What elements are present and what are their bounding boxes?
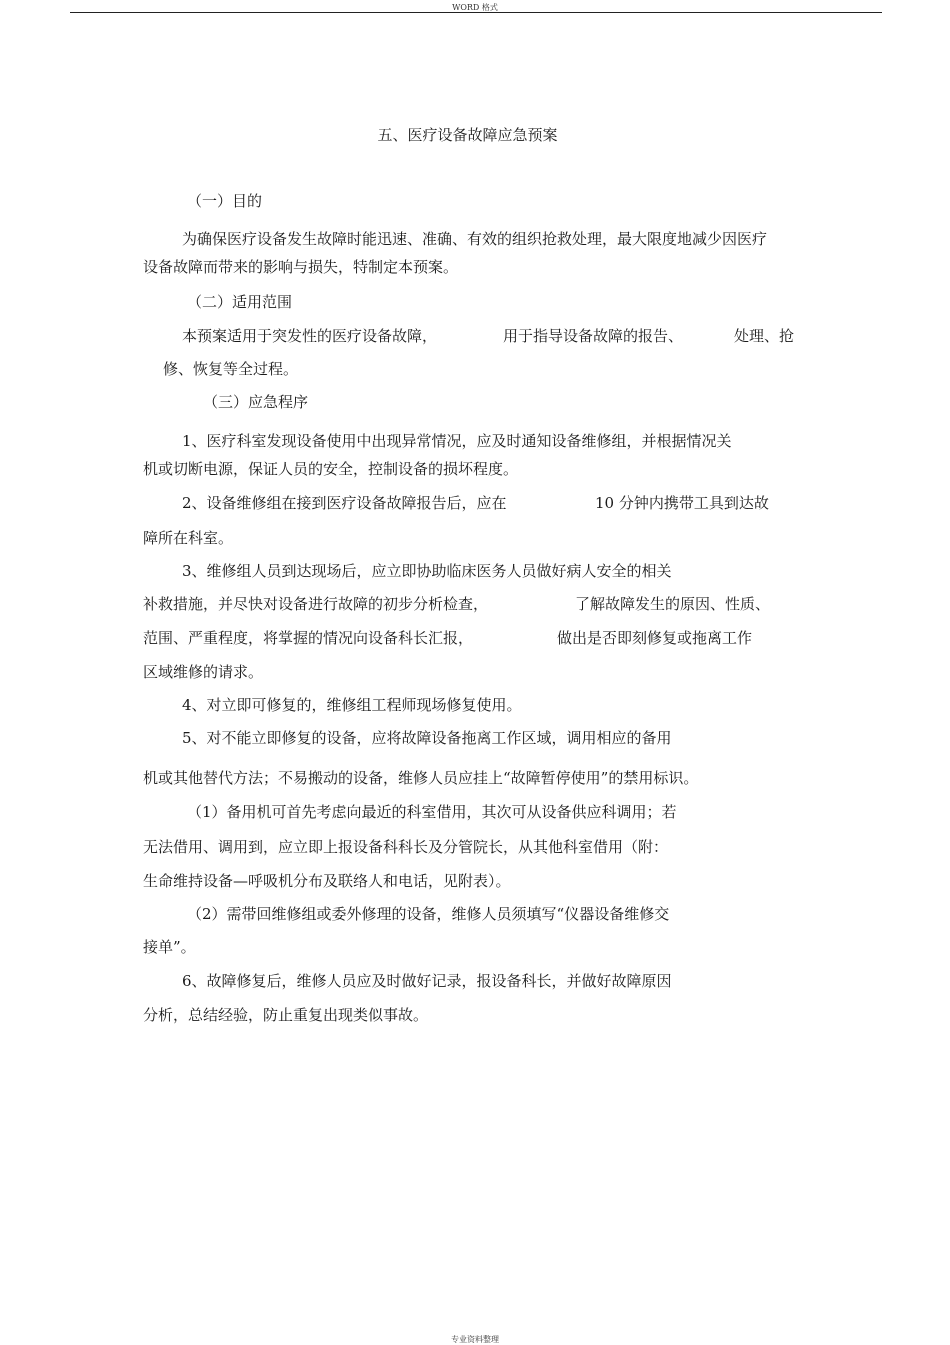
section-heading-purpose: （一）目的	[187, 192, 263, 210]
procedure-item1-line-2: 机或切断电源，保证人员的安全，控制设备的损坏程度。	[143, 460, 519, 478]
procedure-item5-line-2: 机或其他替代方法；不易搬动的设备，维修人员应挂上“故障暂停使用”的禁用标识。	[143, 769, 699, 787]
procedure-item3-line-2a: 补救措施，并尽快对设备进行故障的初步分析检查，	[143, 595, 489, 613]
procedure-item6-line-2: 分析，总结经验，防止重复出现类似事故。	[143, 1006, 429, 1024]
procedure-item2-line-1b: 10 分钟内携带工具到达故	[595, 494, 769, 512]
scope-line-1a: 本预案适用于突发性的医疗设备故障，	[182, 327, 438, 345]
scope-line-1c: 处理、抢	[734, 327, 795, 345]
procedure-sub1-line-2: 无法借用、调用到，应立即上报设备科科长及分管院长，从其他科室借用（附：	[143, 838, 669, 856]
scope-line-1b: 用于指导设备故障的报告、	[503, 327, 684, 345]
procedure-item2-line-2: 障所在科室。	[143, 529, 234, 547]
procedure-item3-line-2b: 了解故障发生的原因、性质、	[575, 595, 771, 613]
procedure-sub1-line-1: （1）备用机可首先考虑向最近的科室借用，其次可从设备供应科调用；若	[187, 803, 677, 821]
section-heading-procedure: （三）应急程序	[203, 393, 309, 411]
document-title: 五、医疗设备故障应急预案	[377, 126, 558, 144]
purpose-line-1: 为确保医疗设备发生故障时能迅速、准确、有效的组织抢救处理，最大限度地减少因医疗	[182, 230, 768, 248]
procedure-sub2-line-1: （2）需带回维修组或委外修理的设备，维修人员须填写“仪器设备维修交	[187, 905, 670, 923]
procedure-item3-line-3a: 范围、严重程度，将掌握的情况向设备科长汇报，	[143, 629, 474, 647]
procedure-item1-line-1: 1、医疗科室发现设备使用中出现异常情况，应及时通知设备维修组，并根据情况关	[182, 432, 732, 450]
procedure-item5-line-1: 5、对不能立即修复的设备，应将故障设备拖离工作区域，调用相应的备用	[182, 729, 672, 747]
procedure-item3-line-1: 3、维修组人员到达现场后，应立即协助临床医务人员做好病人安全的相关	[182, 562, 672, 580]
procedure-item3-line-3b: 做出是否即刻修复或拖离工作	[557, 629, 753, 647]
page-header-text: WORD 格式	[452, 3, 498, 12]
page-footer-text: 专业资料整理	[451, 1335, 499, 1344]
procedure-item6-line-1: 6、故障修复后，维修人员应及时做好记录，报设备科长，并做好故障原因	[182, 972, 672, 990]
procedure-item3-line-4: 区域维修的请求。	[143, 663, 264, 681]
procedure-sub2-line-2: 接单”。	[143, 938, 196, 956]
procedure-sub1-line-3: 生命维持设备—呼吸机分布及联络人和电话，见附表）。	[143, 872, 511, 890]
purpose-line-2: 设备故障而带来的影响与损失，特制定本预案。	[143, 258, 459, 276]
procedure-item4: 4、对立即可修复的，维修组工程师现场修复使用。	[182, 696, 522, 714]
section-heading-scope: （二）适用范围	[187, 293, 293, 311]
scope-line-2: 修、恢复等全过程。	[163, 360, 299, 378]
header-divider	[70, 12, 882, 13]
procedure-item2-line-1a: 2、设备维修组在接到医疗设备故障报告后，应在	[182, 494, 507, 512]
